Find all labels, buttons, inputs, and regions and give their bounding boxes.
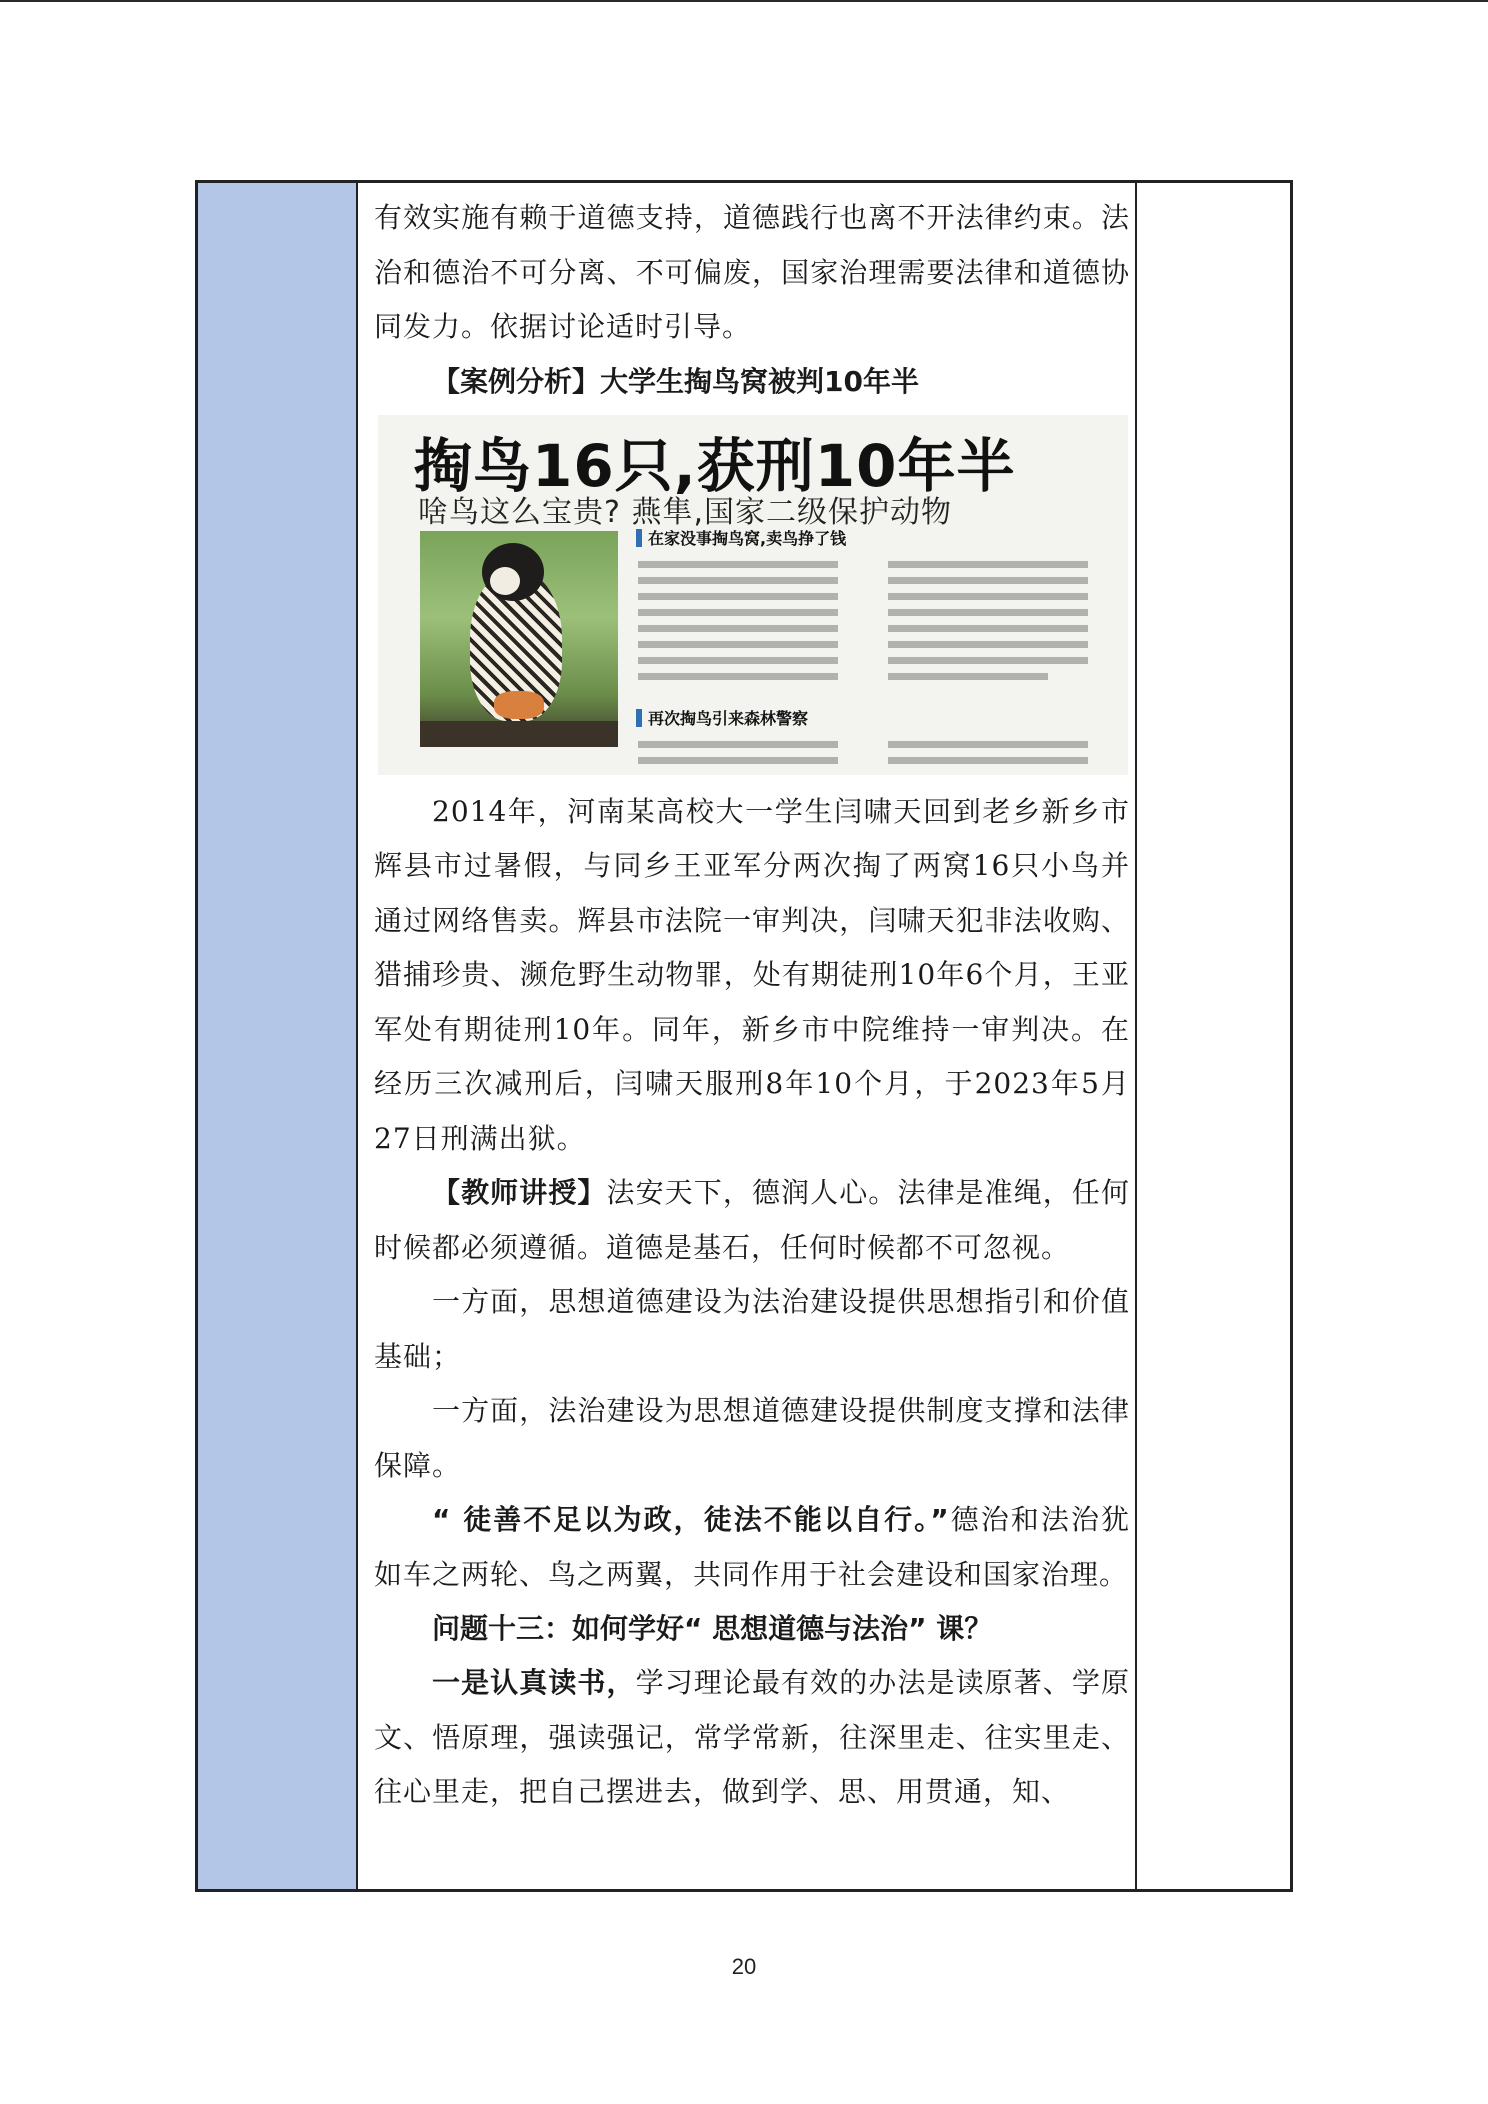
- point-paragraph-1: 一方面，思想道德建设为法治建设提供思想指引和价值基础；: [374, 1285, 1130, 1373]
- falcon-photo-icon: [420, 531, 618, 747]
- quote-bold: “ 徒善不足以为政，徒法不能以自行。”: [432, 1503, 950, 1536]
- teacher-text: 法安天下，德润人心。法律是准绳，任何时候都必须遵循。道德是基石，任何时候都不可忽视。: [374, 1176, 1130, 1264]
- page-number: 20: [731, 1954, 757, 1979]
- newspaper-clipping: [378, 415, 1128, 775]
- case-paragraph: 2014年，河南某高校大一学生闫啸天回到老乡新乡市辉县市过暑假，与同乡王亚军分两次掏了两窝16只小鸟并通过网络售卖。辉县市法院一审判决，闫啸天犯非法收购、猎捕珍贵、濒危野生动物罪，处有期徒刑10年6个月，王亚军处有期徒刑10年。同年，新乡市中院维持一审判决。在经历三次减刑后，闫啸天服刑8年10个月，于2023年5月27日刑满出狱。: [374, 794, 1130, 1155]
- answer-rest: 学习理论最有效的办法是读原著、学原文、悟原理，强读强记，常学常新，往深里走、往实里走、往心里走，把自己摆进去，做到学、思、用贯通，知、: [374, 1666, 1130, 1808]
- quote-rest: 德治和法治犹如车之两轮、鸟之两翼，共同作用于社会建设和国家治理。: [374, 1503, 1130, 1591]
- case-heading: 【案例分析】大学生掏鸟窝被判10年半: [432, 364, 919, 398]
- answer-bold: 一是认真读书，: [432, 1666, 636, 1699]
- clipping-subheadline: 啥鸟这么宝贵? 燕隼,国家二级保护动物: [418, 494, 952, 530]
- lesson-table: [195, 180, 1293, 1892]
- clipping-body-text-2: [638, 741, 1098, 751]
- point-paragraph-2: 一方面，法治建设为思想道德建设提供制度支撑和法律保障。: [374, 1394, 1130, 1482]
- teacher-paragraph: [374, 1166, 1130, 1275]
- clipping-body-text-1: [638, 561, 1098, 571]
- question-heading: 问题十三：如何学好“ 思想道德与法治” 课？: [432, 1612, 993, 1645]
- table-left-column: [198, 183, 358, 1889]
- table-right-column: [1135, 183, 1290, 1889]
- teacher-label: 【教师讲授】: [432, 1176, 607, 1209]
- intro-paragraph: 有效实施有赖于道德支持，道德践行也离不开法律约束。法治和德治不可分离、不可偏废，国家治理需要法律和道德协同发力。依据讨论适时引导。: [374, 201, 1130, 343]
- clipping-section-heading-2: 再次掏鸟引来森林警察: [636, 707, 876, 731]
- page-top-rule: [0, 0, 1488, 2]
- answer-paragraph: [374, 1656, 1130, 1820]
- clipping-headline: 掏鸟16只,获刑10年半: [414, 431, 1016, 500]
- quote-paragraph: [374, 1493, 1130, 1602]
- clipping-section-heading-1: 在家没事掏鸟窝,卖鸟挣了钱: [636, 527, 876, 551]
- table-content-cell: [374, 191, 1130, 1820]
